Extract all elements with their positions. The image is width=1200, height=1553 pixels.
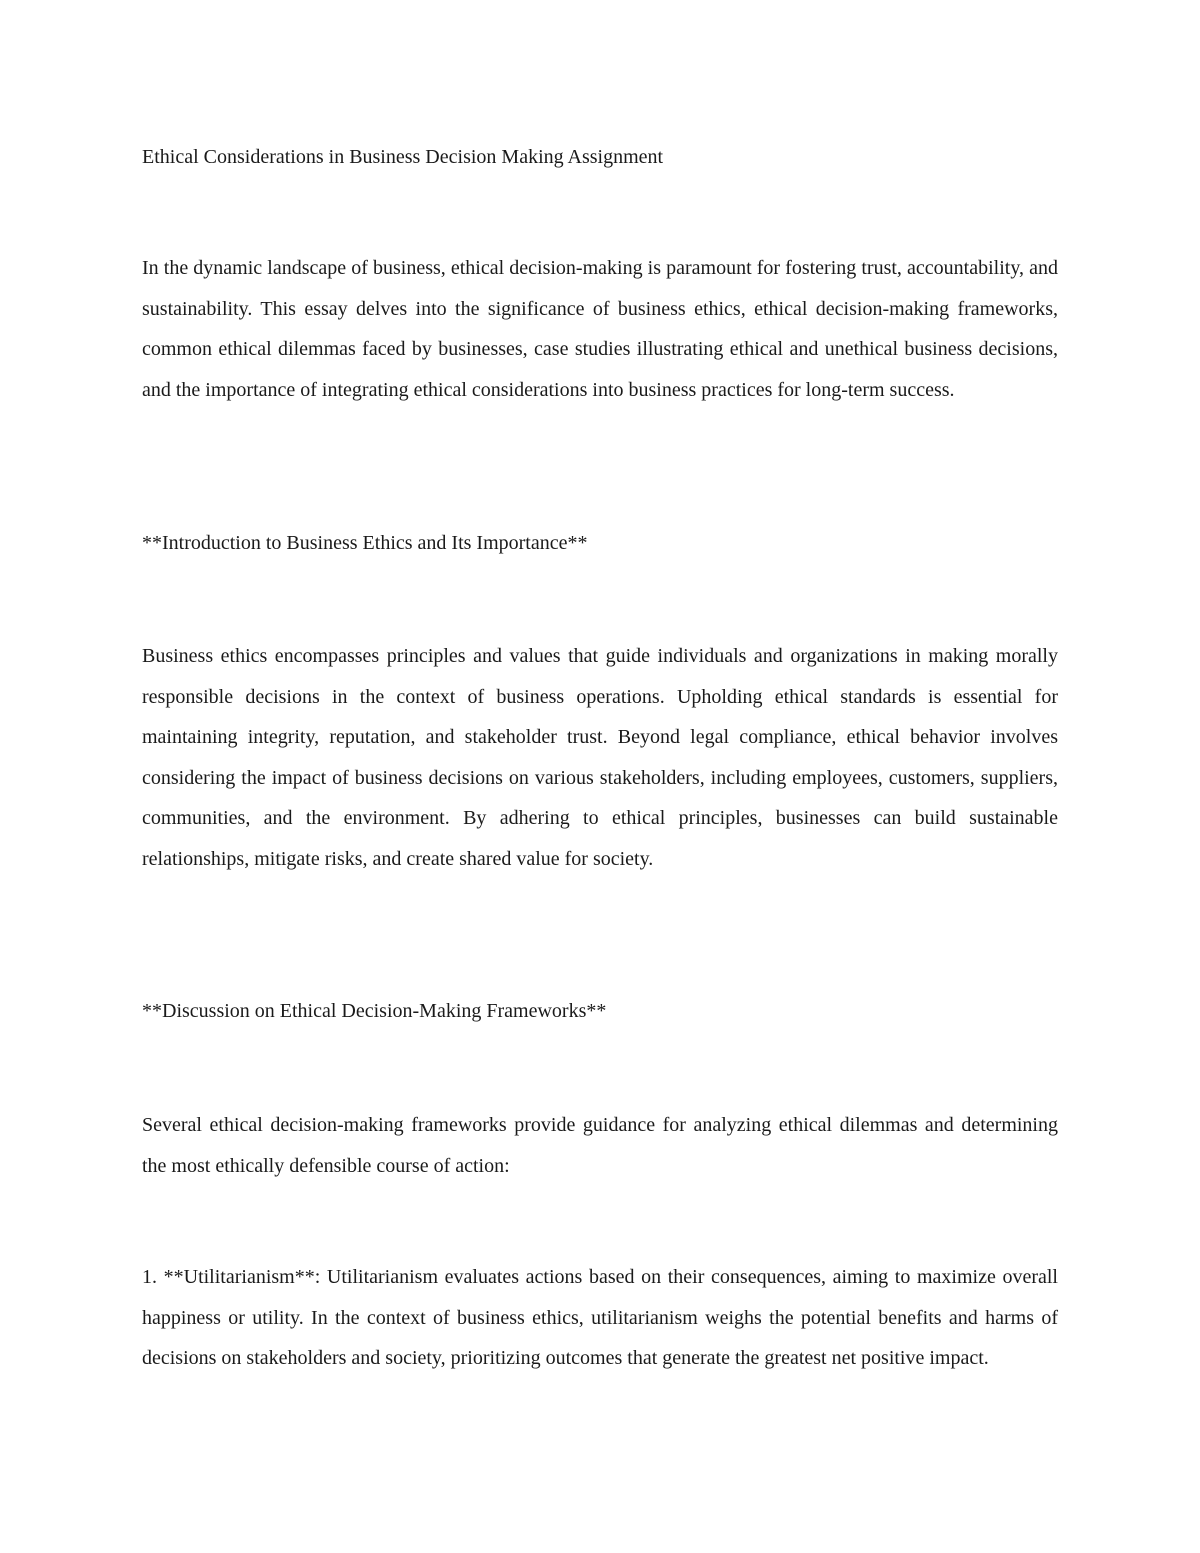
list-item-utilitarianism: 1. **Utilitarianism**: Utilitarianism evaluates actions based on their consequences, aiming to maximize overall happiness or utility. In the context of business ethics, utilitarianism weighs the potential benefits and harms of decisions on stakeholders and society, prioritizing outcomes that generate the greatest net positive impact. bbox=[142, 1266, 1058, 1370]
section-body-introduction: Business ethics encompasses principles and values that guide individuals and organizations in making morally responsible decisions in the context of business operations. Upholding ethical standards is essential for maintaining integrity, reputation, and stakeholder trust. Beyond legal compliance, ethical behavior involves considering the impact of business decisions on various stakeholders, including employees, customers, suppliers, communities, and the environment. By adhering to ethical principles, businesses can build sustainable relationships, mitigate risks, and create shared value for society. bbox=[142, 645, 1058, 870]
section-body-frameworks: Several ethical decision-making frameworks provide guidance for analyzing ethical dilemmas and determining the most ethically defensible course of action: bbox=[142, 1114, 1058, 1177]
intro-paragraph: In the dynamic landscape of business, ethical decision-making is paramount for fostering trust, accountability, and sustainability. This essay delves into the significance of business ethics, ethical decision-making frameworks, common ethical dilemmas faced by businesses, case studies illustrating ethical and unethical business decisions, and the importance of integrating ethical considerations into business practices for long-term success. bbox=[142, 257, 1058, 401]
section-heading-frameworks: **Discussion on Ethical Decision-Making Frameworks** bbox=[142, 1000, 607, 1022]
document-title: Ethical Considerations in Business Decision Making Assignment bbox=[142, 146, 664, 168]
section-heading-introduction: **Introduction to Business Ethics and Its Importance** bbox=[142, 532, 588, 554]
